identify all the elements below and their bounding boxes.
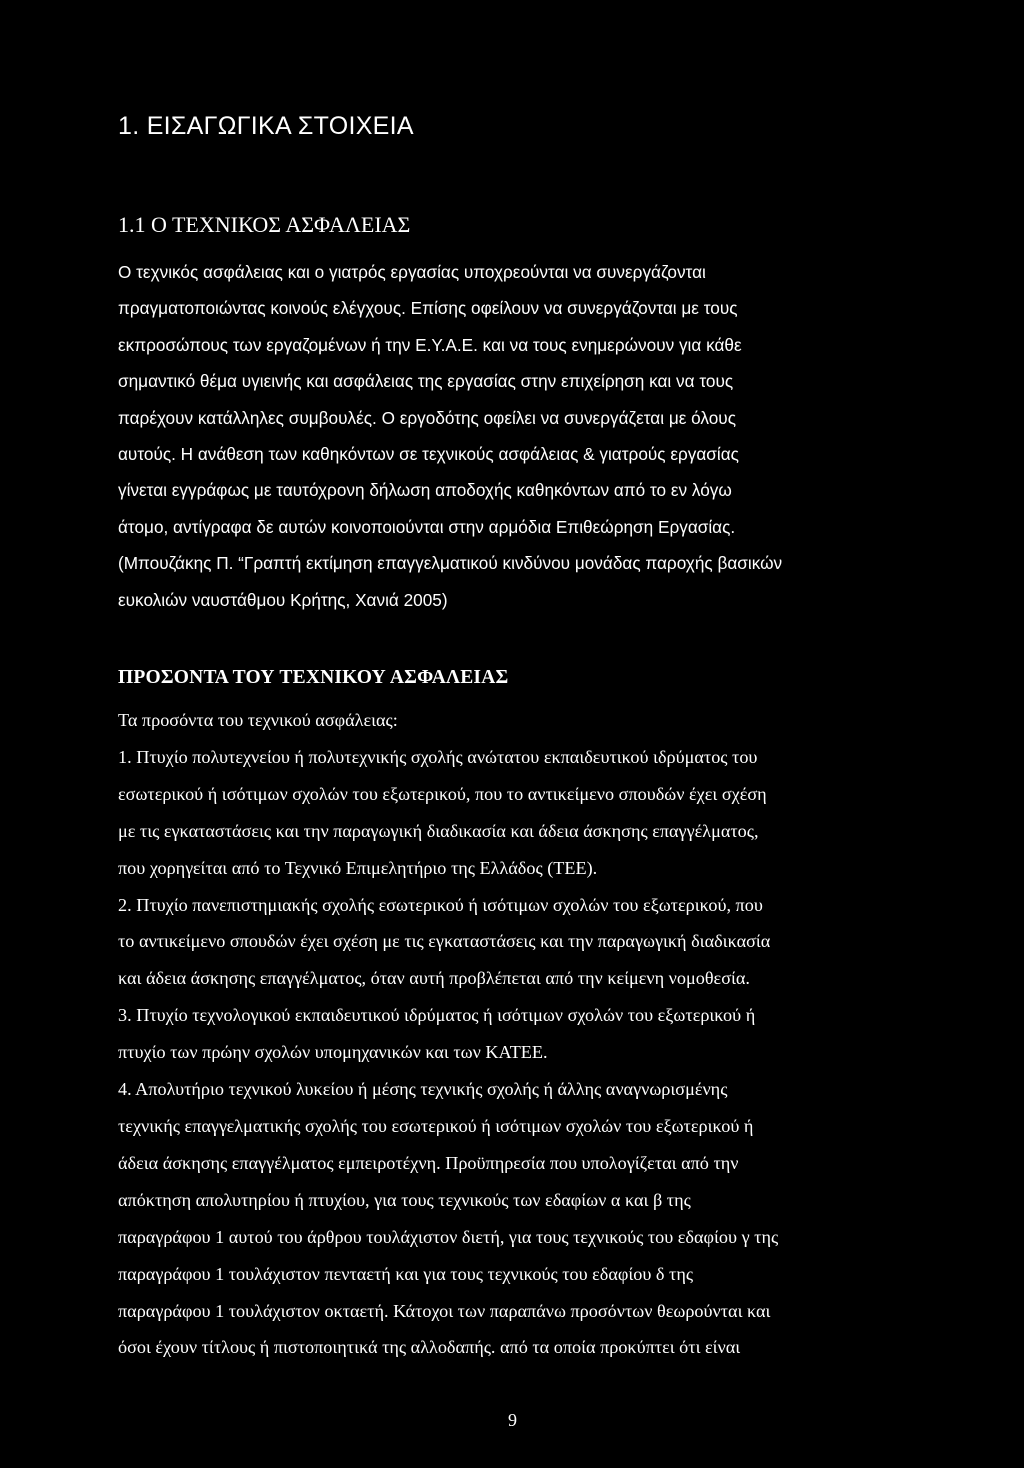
requirement-line: που χορηγείται από το Τεχνικό Επιμελητήριο της Ελλάδος (ΤΕΕ). <box>118 857 598 878</box>
requirement-line: απόκτηση απολυτηρίου ή πτυχίου, για τους τεχνικούς των εδαφίων α και β της <box>118 1189 691 1210</box>
paragraph-line: εκπροσώπους των εργαζομένων ή την Ε.Υ.Α.Ε. και να τους ενημερώνουν για κάθε <box>118 334 742 355</box>
paragraph-line: αυτούς. Η ανάθεση των καθηκόντων σε τεχνικούς ασφάλειας & γιατρούς εργασίας <box>118 444 739 465</box>
requirement-line: 2. Πτυχίο πανεπιστημιακής σχολής εσωτερικού ή ισότιμων σχολών του εξωτερικού, που <box>118 894 763 915</box>
requirements-heading: ΠΡΟΣΟΝΤΑ ΤΟΥ ΤΕΧΝΙΚΟΥ ΑΣΦΑΛΕΙΑΣ <box>118 667 509 688</box>
requirements-intro: Τα προσόντα του τεχνικού ασφάλειας: <box>118 710 398 730</box>
requirement-line: 4. Απολυτήριο τεχνικού λυκείου ή μέσης τεχνικής σχολής ή άλλης αναγνωρισμένης <box>118 1079 728 1100</box>
requirement-line: άδεια άσκησης επαγγέλματος εμπειροτέχνη. Προϋπηρεσία που υπολογίζεται από την <box>118 1152 739 1173</box>
requirements-list <box>118 702 908 1366</box>
requirement-line: παραγράφου 1 τουλάχιστον οκταετή. Κάτοχοι των παραπάνω προσόντων θεωρούνται και <box>118 1300 771 1321</box>
requirement-line: παραγράφου 1 τουλάχιστον πενταετή και για τους τεχνικούς του εδαφίου δ της <box>118 1263 694 1284</box>
chapter-title: 1. ΕΙΣΑΓΩΓΙΚΑ ΣΤΟΙΧΕΙΑ <box>118 112 414 140</box>
requirement-line: με τις εγκαταστάσεις και την παραγωγική διαδικασία και άδεια άσκησης επαγγέλματος, <box>118 820 759 841</box>
requirement-line: πτυχίο των πρώην σχολών υπομηχανικών και των ΚΑΤΕΕ. <box>118 1042 548 1063</box>
requirement-line: τεχνικής επαγγελματικής σχολής του εσωτερικού ή ισότιμων σχολών του εξωτερικού ή <box>118 1115 754 1136</box>
section-title: 1.1 Ο ΤΕΧΝΙΚΟΣ ΑΣΦΑΛΕΙΑΣ <box>118 212 411 237</box>
paragraph-line: γίνεται εγγράφως με ταυτόχρονη δήλωση αποδοχής καθηκόντων από το εν λόγω <box>118 480 732 501</box>
requirement-line: 1. Πτυχίο πολυτεχνείου ή πολυτεχνικής σχολής ανώτατου εκπαιδευτικού ιδρύματος του <box>118 746 758 767</box>
requirement-line: όσοι έχουν τίτλους ή πιστοποιητικά της αλλοδαπής. από τα οποία προκύπτει ότι είναι <box>118 1337 741 1358</box>
section-paragraph <box>118 254 898 618</box>
requirement-line: 3. Πτυχίο τεχνολογικού εκπαιδευτικού ιδρύματος ή ισότιμων σχολών του εξωτερικού ή <box>118 1005 756 1026</box>
paragraph-line: (Μπουζάκης Π. “Γραπτή εκτίμηση επαγγελματικού κινδύνου μονάδας παροχής βασικών <box>118 553 783 574</box>
paragraph-line: άτομο, αντίγραφα δε αυτών κοινοποιούνται στην αρμόδια Επιθεώρηση Εργασίας. <box>118 516 736 537</box>
page-number: 9 <box>508 1410 517 1430</box>
requirement-line: το αντικείμενο σπουδών έχει σχέση με τις εγκαταστάσεις και την παραγωγική διαδικασία <box>118 931 771 952</box>
requirement-line: παραγράφου 1 αυτού του άρθρου τουλάχιστον διετή, για τους τεχνικούς του εδαφίου γ της <box>118 1226 779 1247</box>
paragraph-line: Ο τεχνικός ασφάλειας και ο γιατρός εργασίας υποχρεούνται να συνεργάζονται <box>118 262 706 282</box>
paragraph-line: πραγματοποιώντας κοινούς ελέγχους. Επίσης οφείλουν να συνεργάζονται με τους <box>118 298 738 319</box>
requirement-line: εσωτερικού ή ισότιμων σχολών του εξωτερικού, που το αντικείμενο σπουδών έχει σχέση <box>118 783 767 804</box>
paragraph-line: ευκολιών ναυστάθμου Κρήτης, Χανιά 2005) <box>118 589 448 610</box>
paragraph-line: σημαντικό θέμα υγιεινής και ασφάλειας της εργασίας στην επιχείρηση και να τους <box>118 371 734 392</box>
requirement-line: και άδεια άσκησης επαγγέλματος, όταν αυτή προβλέπεται από την κείμενη νομοθεσία. <box>118 968 750 989</box>
paragraph-line: παρέχουν κατάλληλες συμβουλές. Ο εργοδότης οφείλει να συνεργάζεται με όλους <box>118 407 736 428</box>
